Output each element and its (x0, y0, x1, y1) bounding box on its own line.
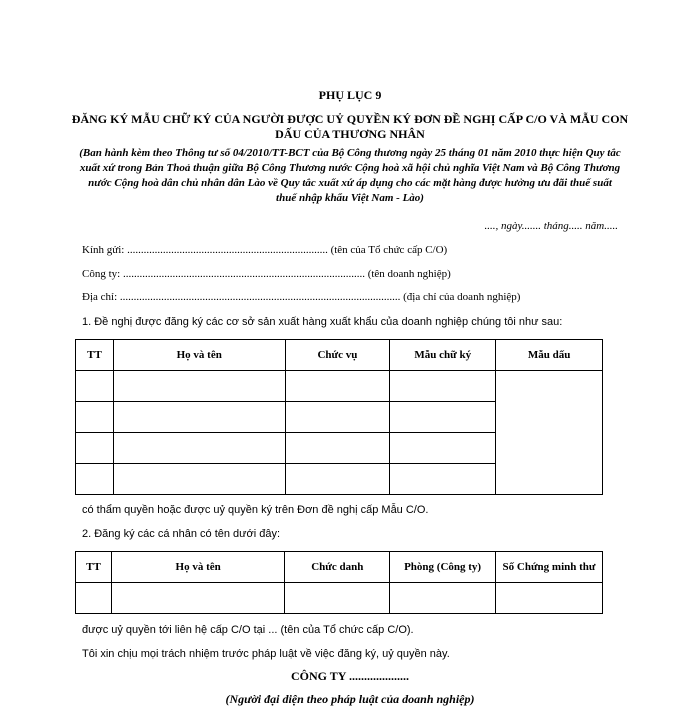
table-header-row (76, 552, 603, 583)
document-heading: ĐĂNG KÝ MẪU CHỮ KÝ CỦA NGƯỜI ĐƯỢC UỶ QUYỀN KÝ ĐƠN ĐỀ NGHỊ CẤP C/O VÀ MẪU CON DẤU CỦA THƯƠNG NHÂN (71, 112, 629, 141)
document-subnote: (Ban hành kèm theo Thông tư số 04/2010/TT-BCT của Bộ Công thương ngày 25 tháng 01 năm 2010 thực hiện Quy tắc xuất xứ trong Bản Thoả thuận giữa Bộ Công Thương nước Cộng hoà xã hội chủ nghĩa Việt Nam và Bộ Công Thương nước Cộng hoà dân chủ nhân dân Lào về Quy tắc xuất xứ áp dụng cho các mặt hàng được hưởng ưu đãi thuế suất thuế nhập khẩu Việt Nam - Lào) (79, 147, 621, 204)
addressee-line: Kính gửi: ......................................................................... (tên của Tổ chức cấp C/O) (82, 244, 448, 256)
authorization-text: được uỷ quyền tới liên hệ cấp C/O tại ... (tên của Tổ chức cấp C/O). (82, 624, 414, 636)
table-row (76, 583, 603, 614)
col-header-name: Họ và tên (113, 340, 285, 371)
company-line: Công ty: ........................................................................................ (tên doanh nghiệp) (82, 268, 451, 280)
col-header-title: Chức danh (285, 552, 390, 583)
company-signature-title: CÔNG TY .................... (290, 669, 409, 683)
address-line: Địa chỉ: ...................................................................................................... (địa chỉ của doanh nghiệp) (82, 291, 521, 303)
authorized-persons-table (75, 551, 603, 614)
appendix-title: PHỤ LỤC 9 (318, 88, 382, 102)
col-header-tt: TT (76, 552, 112, 583)
dateline: ...., ngày....... tháng..... năm..... (484, 220, 618, 232)
col-header-department: Phòng (Công ty) (390, 552, 496, 583)
signature-table (75, 339, 603, 495)
table-row (76, 371, 603, 402)
col-header-seal: Mẫu dấu (496, 340, 603, 371)
col-header-name: Họ và tên (111, 552, 284, 583)
col-header-tt: TT (76, 340, 114, 371)
seal-cell (496, 371, 603, 495)
table-header-row (76, 340, 603, 371)
section-1-text: 1. Đề nghị được đăng ký các cơ sở sản xuất hàng xuất khẩu của doanh nghiệp chúng tôi như sau: (82, 316, 563, 328)
col-header-position: Chức vụ (285, 340, 390, 371)
authority-text: có thẩm quyền hoặc được uỷ quyền ký trên Đơn đề nghị cấp Mẫu C/O. (82, 504, 429, 516)
responsibility-text: Tôi xin chịu mọi trách nhiệm trước pháp luật về việc đăng ký, uỷ quyền này. (82, 648, 450, 660)
section-2-text: 2. Đăng ký các cá nhân có tên dưới đây: (82, 528, 281, 540)
col-header-signature: Mẫu chữ ký (390, 340, 496, 371)
legal-representative-note: (Người đại diện theo pháp luật của doanh nghiệp) (225, 692, 475, 706)
col-header-id-number: Số Chứng minh thư (496, 552, 603, 583)
